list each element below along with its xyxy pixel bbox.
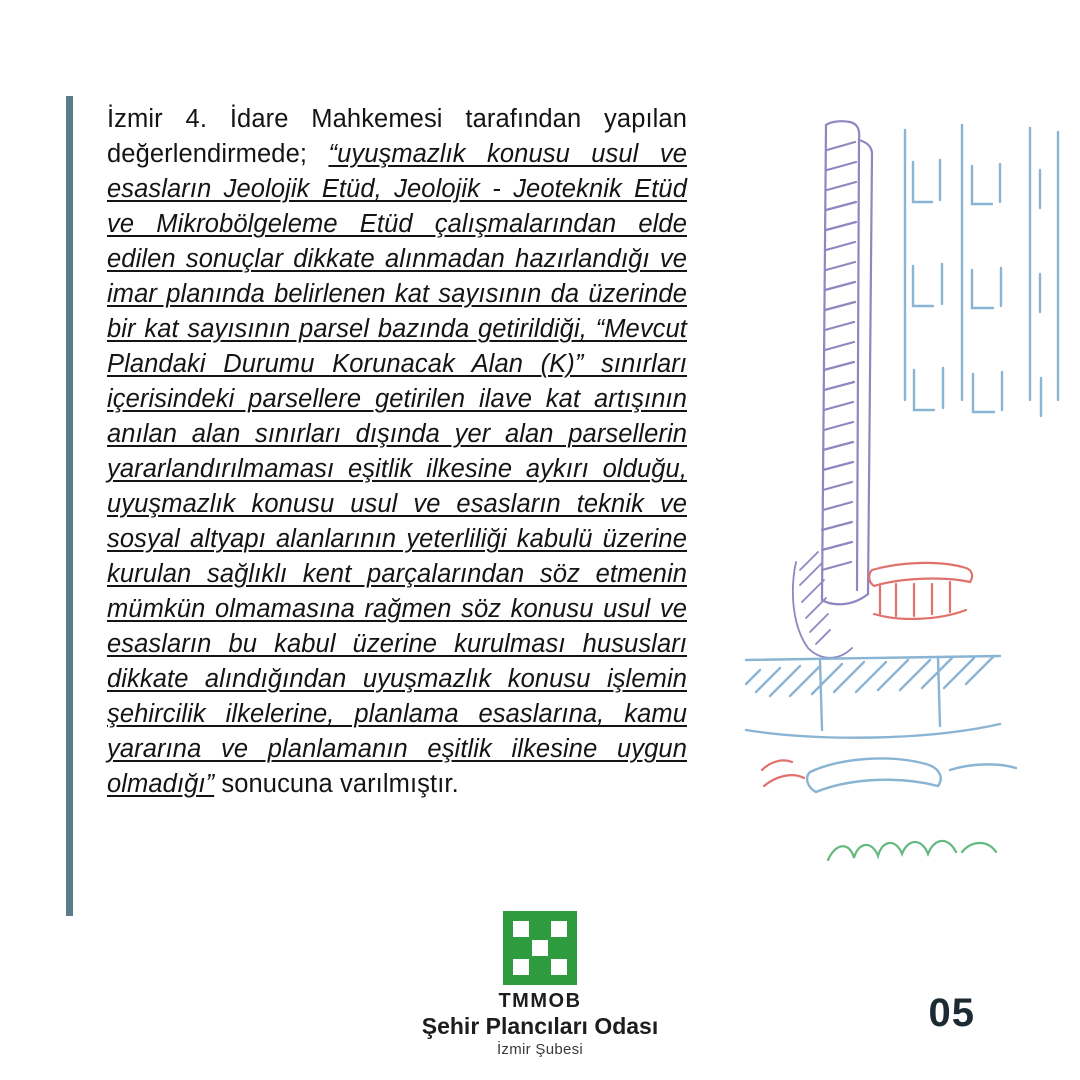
logo-branch: İzmir Şubesi [496, 1041, 584, 1058]
tmmob-logo-icon [503, 911, 577, 985]
accent-bar [66, 96, 73, 916]
intro-text: İzmir 4. İdare Mahkemesi tarafından yapılan değerlendirmede; [107, 105, 687, 168]
page-number: 05 [928, 991, 975, 1035]
logo-organization: TMMOB [498, 989, 582, 1012]
footer-logo [0, 911, 1080, 1058]
closing-text: sonucuna varılmıştır. [214, 770, 459, 798]
body-paragraph [107, 102, 687, 802]
architectural-sketch-illustration [700, 70, 1080, 900]
quoted-court-decision: “uyuşmazlık konusu usul ve esasların Jeolojik Etüd, Jeolojik - Jeoteknik Etüd ve Mikrobölgeleme Etüd çalışmalarından elde edilen sonuçlar dikkate alınmadan hazırlandığı ve imar planında belirlenen kat sayısının da üzerinde bir kat sayısının parsel bazında getirildiği, “Mevcut Plandaki Durumu Korunacak Alan (K)” sınırları içerisindeki parsellere getirilen ilave kat artışının anılan alan sınırları dışında yer alan parsellerin yararlandırılmaması eşitlik ilkesine aykırı olduğu, uyuşmazlık konusu usul ve esasların teknik ve sosyal altyapı alanlarının yeterliliği kabulü üzerine kurulan sağlıklı kent parçalarından söz etmenin mümkün olmamasına rağmen söz konusu usul ve esasların bu kabul üzerine kurulması hususları dikkate alındığından uyuşmazlık konusu işlemin şehircilik ilkelerine, planlama esaslarına, kamu yararına ve planlamanın eşitlik ilkesine uygun olmadığı” [107, 140, 687, 798]
logo-chamber-name: Şehir Plancıları Odası [421, 1012, 659, 1039]
